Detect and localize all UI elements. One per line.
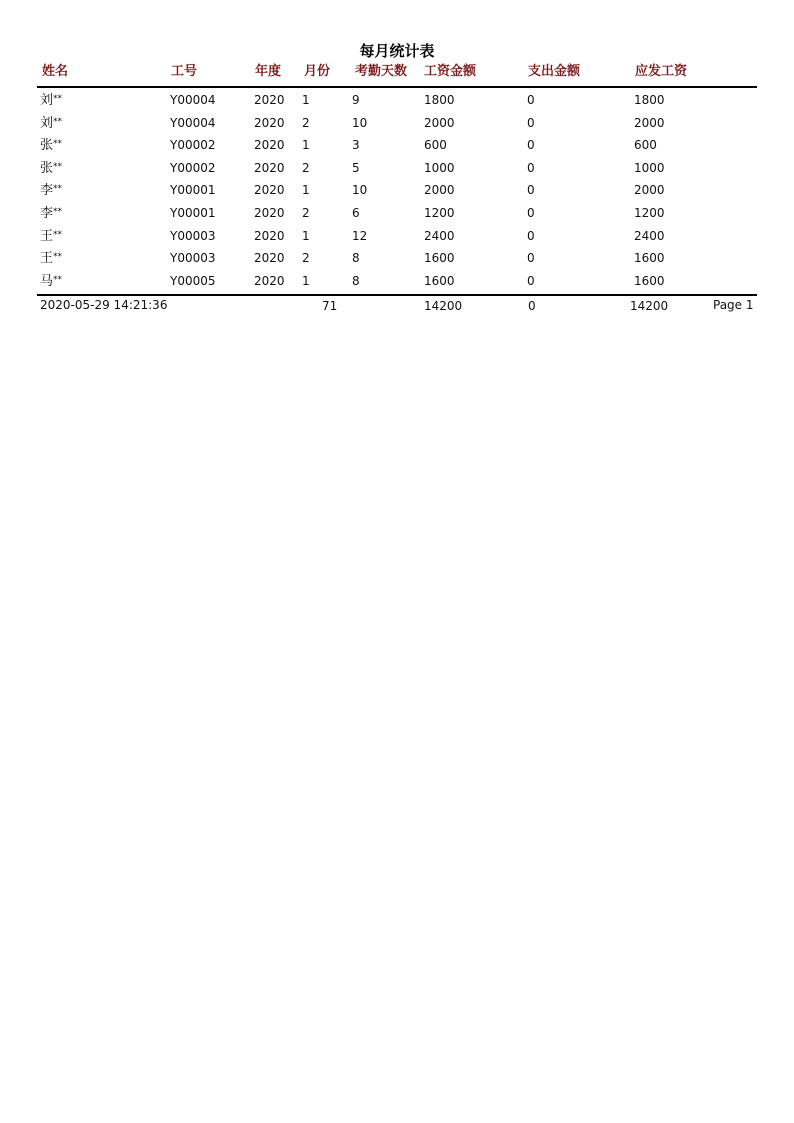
payable-salary-cell: 600 — [634, 138, 657, 152]
employee-name-cell — [40, 160, 62, 176]
salary-amount-cell: 1200 — [424, 206, 455, 220]
year-cell: 2020 — [254, 183, 285, 197]
payable-salary-cell: 1800 — [634, 93, 665, 107]
employee-id-cell: Y00001 — [170, 206, 216, 220]
expense-amount-cell: 0 — [527, 116, 535, 130]
month-cell: 1 — [302, 229, 310, 243]
total-salary-amount: 14200 — [424, 299, 463, 313]
total-payable-salary: 14200 — [630, 299, 669, 313]
print-timestamp: 2020-05-29 14:21:36 — [40, 298, 168, 312]
payable-salary-cell: 2000 — [634, 116, 665, 130]
employee-id-cell: Y00004 — [170, 116, 216, 130]
header-employee-id: 工号 — [171, 64, 198, 79]
year-cell: 2020 — [254, 93, 285, 107]
total-attendance-days: 71 — [322, 299, 338, 313]
year-cell: 2020 — [254, 161, 285, 175]
header-attendance-days: 考勤天数 — [355, 64, 408, 79]
month-cell: 1 — [302, 138, 310, 152]
year-cell: 2020 — [254, 274, 285, 288]
employee-name: 王 — [40, 229, 54, 244]
expense-amount-cell: 0 — [527, 274, 535, 288]
employee-name: 张 — [40, 161, 54, 176]
month-cell: 1 — [302, 93, 310, 107]
header-payable-salary: 应发工资 — [635, 64, 688, 79]
employee-name-cell — [40, 137, 62, 153]
employee-id-cell: Y00005 — [170, 274, 216, 288]
name-mask: ** — [53, 252, 63, 262]
expense-amount-cell: 0 — [527, 251, 535, 265]
payable-salary-cell: 1200 — [634, 206, 665, 220]
header-month: 月份 — [304, 64, 331, 79]
attendance-days-cell: 5 — [352, 161, 360, 175]
payable-salary-cell: 1000 — [634, 161, 665, 175]
name-mask: ** — [53, 139, 63, 149]
header-divider — [37, 86, 757, 88]
month-cell: 2 — [302, 206, 310, 220]
employee-name-cell — [40, 115, 62, 131]
page-number: Page 1 — [713, 298, 754, 312]
year-cell: 2020 — [254, 229, 285, 243]
attendance-days-cell: 10 — [352, 116, 368, 130]
total-expense-amount: 0 — [528, 299, 536, 313]
salary-amount-cell: 2000 — [424, 116, 455, 130]
payable-salary-cell: 1600 — [634, 251, 665, 265]
employee-name: 李 — [40, 183, 54, 198]
name-mask: ** — [53, 275, 63, 285]
month-cell: 1 — [302, 183, 310, 197]
employee-name-cell — [40, 250, 62, 266]
salary-amount-cell: 600 — [424, 138, 447, 152]
employee-id-cell: Y00002 — [170, 161, 216, 175]
year-cell: 2020 — [254, 116, 285, 130]
employee-name: 王 — [40, 251, 54, 266]
month-cell: 2 — [302, 161, 310, 175]
employee-name: 张 — [40, 138, 54, 153]
attendance-days-cell: 12 — [352, 229, 368, 243]
attendance-days-cell: 3 — [352, 138, 360, 152]
header-name: 姓名 — [42, 64, 69, 79]
payable-salary-cell: 2400 — [634, 229, 665, 243]
salary-amount-cell: 1600 — [424, 274, 455, 288]
employee-id-cell: Y00001 — [170, 183, 216, 197]
expense-amount-cell: 0 — [527, 138, 535, 152]
month-cell: 1 — [302, 274, 310, 288]
employee-name-cell — [40, 228, 62, 244]
employee-id-cell: Y00003 — [170, 251, 216, 265]
salary-amount-cell: 1000 — [424, 161, 455, 175]
attendance-days-cell: 10 — [352, 183, 368, 197]
salary-amount-cell: 2400 — [424, 229, 455, 243]
salary-amount-cell: 2000 — [424, 183, 455, 197]
month-cell: 2 — [302, 251, 310, 265]
employee-name-cell — [40, 182, 62, 198]
name-mask: ** — [53, 230, 63, 240]
employee-name-cell — [40, 205, 62, 221]
salary-amount-cell: 1800 — [424, 93, 455, 107]
expense-amount-cell: 0 — [527, 229, 535, 243]
name-mask: ** — [53, 184, 63, 194]
employee-id-cell: Y00002 — [170, 138, 216, 152]
name-mask: ** — [53, 94, 63, 104]
employee-id-cell: Y00003 — [170, 229, 216, 243]
employee-name: 李 — [40, 206, 54, 221]
employee-name: 刘 — [40, 116, 54, 131]
attendance-days-cell: 6 — [352, 206, 360, 220]
name-mask: ** — [53, 207, 63, 217]
employee-name: 马 — [40, 274, 54, 289]
expense-amount-cell: 0 — [527, 183, 535, 197]
year-cell: 2020 — [254, 138, 285, 152]
employee-id-cell: Y00004 — [170, 93, 216, 107]
header-expense-amount: 支出金额 — [528, 64, 581, 79]
expense-amount-cell: 0 — [527, 93, 535, 107]
name-mask: ** — [53, 162, 63, 172]
attendance-days-cell: 9 — [352, 93, 360, 107]
year-cell: 2020 — [254, 206, 285, 220]
attendance-days-cell: 8 — [352, 251, 360, 265]
header-year: 年度 — [255, 64, 282, 79]
salary-amount-cell: 1600 — [424, 251, 455, 265]
employee-name-cell — [40, 92, 62, 108]
payable-salary-cell: 2000 — [634, 183, 665, 197]
payable-salary-cell: 1600 — [634, 274, 665, 288]
report-title: 每月统计表 — [359, 42, 435, 60]
name-mask: ** — [53, 117, 63, 127]
header-salary-amount: 工资金额 — [424, 64, 477, 79]
footer-divider — [37, 294, 757, 296]
expense-amount-cell: 0 — [527, 206, 535, 220]
expense-amount-cell: 0 — [527, 161, 535, 175]
month-cell: 2 — [302, 116, 310, 130]
year-cell: 2020 — [254, 251, 285, 265]
employee-name: 刘 — [40, 93, 54, 108]
employee-name-cell — [40, 273, 62, 289]
attendance-days-cell: 8 — [352, 274, 360, 288]
